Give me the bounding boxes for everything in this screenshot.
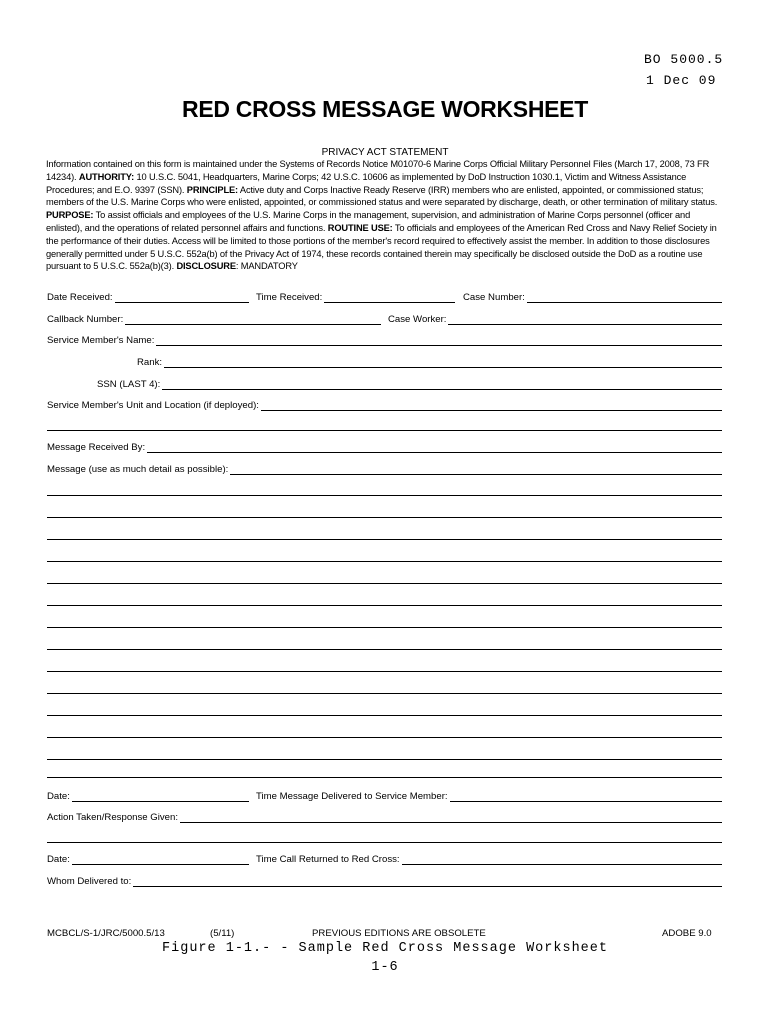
return-date-label: Date: xyxy=(47,854,70,865)
date-received-field xyxy=(47,290,249,303)
authority-label: AUTHORITY: xyxy=(78,171,135,182)
privacy-intro: Information contained on this form is maintained under the Systems of Records Notice M01070-6 Marine Corps Official Military Personnel Files (March 17, 2008, 73 FR 14234). xyxy=(46,159,710,182)
authority-text: 10 U.S.C. 5041, Headquarters, Marine Corps; 42 U.S.C. 10606 as implemented by DoD Instruction 1030.1, Victim and Witness Assistance Procedures; and E.O. 9397 (SSN). xyxy=(46,171,687,195)
message-line[interactable] xyxy=(47,605,722,606)
callback-number-label: Callback Number: xyxy=(47,314,124,325)
callback-number-input[interactable] xyxy=(125,314,381,325)
rank-input[interactable] xyxy=(164,357,722,368)
ssn-label: SSN (LAST 4): xyxy=(97,379,161,390)
whom-delivered-input[interactable] xyxy=(133,876,722,887)
date-received-label: Date Received: xyxy=(47,292,113,303)
time-received-label: Time Received: xyxy=(256,292,323,303)
delivery-date-label: Date: xyxy=(47,791,70,802)
page-number: 1-6 xyxy=(371,960,399,975)
message-received-by-label: Message Received By: xyxy=(47,442,146,453)
message-line[interactable] xyxy=(47,627,722,628)
figure-caption: Figure 1-1.- - Sample Red Cross Message Worksheet xyxy=(162,941,608,956)
routine-use-label: ROUTINE USE: xyxy=(327,222,393,233)
delivery-date-input[interactable] xyxy=(72,791,249,802)
message-line[interactable] xyxy=(47,737,722,738)
ssn-input[interactable] xyxy=(162,379,722,390)
callback-number-field xyxy=(47,312,381,325)
message-line[interactable] xyxy=(47,693,722,694)
message-line[interactable] xyxy=(47,583,722,584)
time-call-returned-label: Time Call Returned to Red Cross: xyxy=(256,854,400,865)
case-number-input[interactable] xyxy=(527,292,722,303)
rank-label: Rank: xyxy=(137,357,163,368)
time-received-input[interactable] xyxy=(324,292,455,303)
unit-location-line-2[interactable] xyxy=(47,430,722,431)
message-received-by-input[interactable] xyxy=(147,442,722,453)
document-date: 1 Dec 09 xyxy=(646,73,717,88)
message-line[interactable] xyxy=(47,495,722,496)
action-taken-field xyxy=(47,810,722,823)
form-revision-date: (5/11) xyxy=(210,928,235,939)
time-delivered-field xyxy=(256,789,722,802)
disclosure-text: : MANDATORY xyxy=(235,261,298,272)
unit-location-label: Service Member's Unit and Location (if deployed): xyxy=(47,400,259,411)
case-worker-input[interactable] xyxy=(448,314,722,325)
routine-use-text: To officials and employees of the American Red Cross and Navy Relief Society in the performance of their duties. Access will be limited to those portions of the member's record required to effectively assist the member. In addition to those disclosures generally permitted under 5 U.S.C. 552a(b) of the Privacy Act of 1974, these records contained therein may specifically be disclosed outside the DoD as a routine use pursuant to 5 U.S.C. 552a(b)(3). xyxy=(46,222,717,272)
purpose-text: To assist officials and employees of the U.S. Marine Corps in the management, supervision, and administration of Marine Corps personnel (officer and enlisted), and the operations of related personnel affairs and functions. xyxy=(46,210,691,233)
time-call-returned-input[interactable] xyxy=(402,854,722,865)
purpose-label: PURPOSE: xyxy=(46,210,94,221)
rank-field xyxy=(137,355,722,368)
case-worker-label: Case Worker: xyxy=(388,314,447,325)
case-worker-field xyxy=(388,312,722,325)
message-line[interactable] xyxy=(47,561,722,562)
principle-text: Active duty and Corps Inactive Ready Reserve (IRR) members who are enlisted, appointed, or commissioned status; members of the U.S. Marine Corps who were enlisted, appointed, or commissioned status and were separated by discharge, death, or other termination of military status. xyxy=(46,184,718,208)
previous-editions-note: PREVIOUS EDITIONS ARE OBSOLETE xyxy=(312,928,486,939)
service-member-name-field xyxy=(47,333,722,346)
unit-location-field xyxy=(47,398,722,411)
time-received-field xyxy=(256,290,455,303)
time-delivered-input[interactable] xyxy=(450,791,722,802)
unit-location-input[interactable] xyxy=(261,400,722,411)
message-received-by-field xyxy=(47,440,722,453)
message-line[interactable] xyxy=(47,539,722,540)
ssn-field xyxy=(97,377,722,390)
disclosure-label: DISCLOSURE xyxy=(176,261,236,272)
action-taken-line-2[interactable] xyxy=(47,842,722,843)
action-taken-input[interactable] xyxy=(180,812,722,823)
privacy-act-heading: PRIVACY ACT STATEMENT xyxy=(321,147,449,158)
service-member-name-label: Service Member's Name: xyxy=(47,335,155,346)
whom-delivered-field xyxy=(47,874,722,887)
return-date-field xyxy=(47,852,249,865)
return-date-input[interactable] xyxy=(72,854,249,865)
delivery-date-field xyxy=(47,789,249,802)
message-input[interactable] xyxy=(230,464,722,475)
form-title: RED CROSS MESSAGE WORKSHEET xyxy=(182,96,588,122)
privacy-act-statement xyxy=(46,158,724,273)
message-line[interactable] xyxy=(47,517,722,518)
message-label: Message (use as much detail as possible): xyxy=(47,464,229,475)
message-line[interactable] xyxy=(47,649,722,650)
date-received-input[interactable] xyxy=(115,292,249,303)
action-taken-label: Action Taken/Response Given: xyxy=(47,812,179,823)
whom-delivered-label: Whom Delivered to: xyxy=(47,876,132,887)
software-version: ADOBE 9.0 xyxy=(662,928,712,939)
message-line[interactable] xyxy=(47,777,722,778)
case-number-field xyxy=(463,290,722,303)
message-line[interactable] xyxy=(47,715,722,716)
principle-label: PRINCIPLE: xyxy=(186,184,238,195)
time-delivered-label: Time Message Delivered to Service Member: xyxy=(256,791,448,802)
message-line[interactable] xyxy=(47,759,722,760)
form-number: MCBCL/S-1/JRC/5000.5/13 xyxy=(47,928,165,939)
message-line[interactable] xyxy=(47,671,722,672)
case-number-label: Case Number: xyxy=(463,292,525,303)
time-call-returned-field xyxy=(256,852,722,865)
service-member-name-input[interactable] xyxy=(156,335,722,346)
document-id: BO 5000.5 xyxy=(644,52,724,67)
message-field xyxy=(47,462,722,475)
